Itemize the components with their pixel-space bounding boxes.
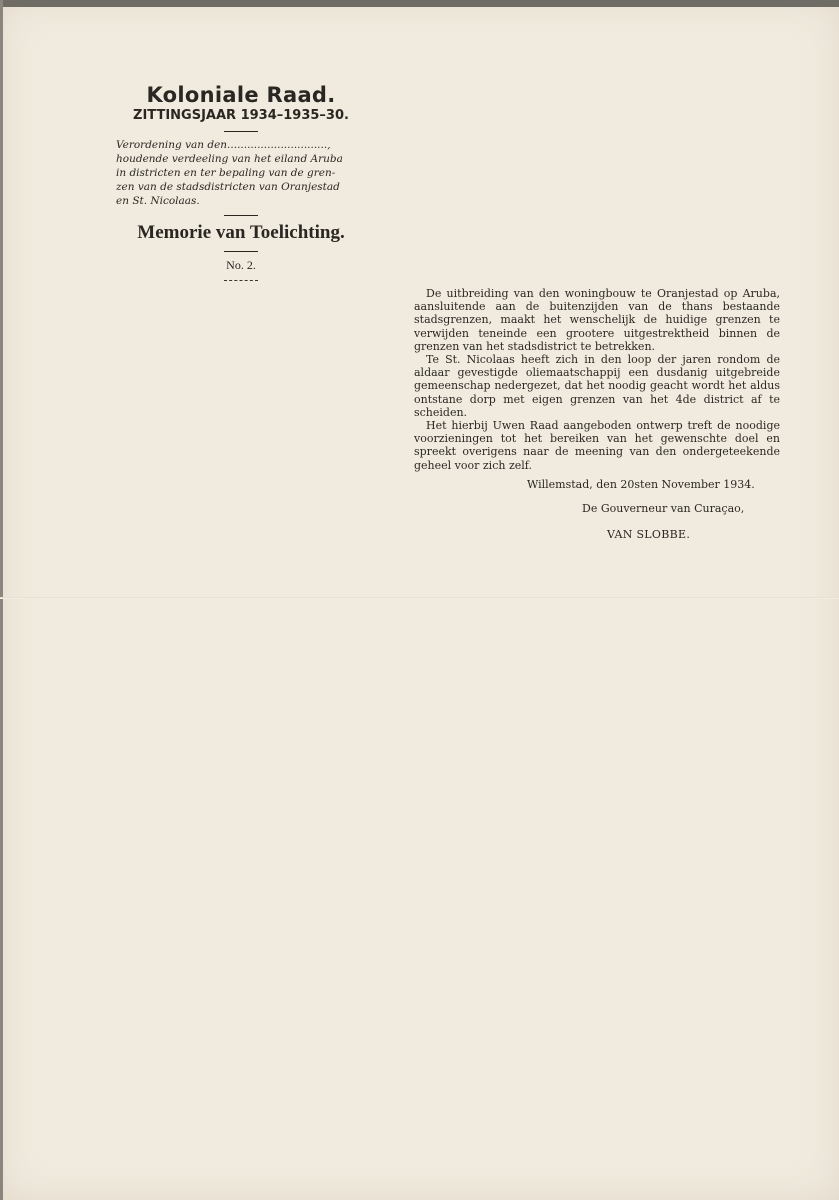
header-divider — [224, 251, 258, 252]
header-divider — [224, 215, 258, 216]
ordinance-description: Verordening van den.............................., houdende verdeeling van het eiland Aruba in districten en ter bepaling van de gren- zen van de stadsdistricten van Oranjestad en St. Nicolaas. — [116, 139, 343, 207]
header-dashes — [224, 280, 258, 281]
scan-left-border — [0, 0, 3, 1200]
paper-fold-line — [0, 597, 839, 599]
body-paragraph: Het hierbij Uwen Raad aangeboden ontwerp treft de noodige voorzieningen tot het bereiken van het gewenschte doel en spreekt overigens naar de meening van den ondergeteekende geheel voor zich zelf. — [414, 419, 780, 472]
scan-top-border — [0, 0, 839, 7]
signature-role: De Gouverneur van Curaçao, — [582, 502, 745, 515]
session-year: ZITTINGSJAAR 1934–1935–30. — [133, 108, 349, 123]
memo-title: Memorie van Toelichting. — [137, 222, 345, 243]
memo-body — [414, 287, 780, 472]
document-header — [110, 82, 372, 281]
document-number: No. 2. — [226, 258, 256, 272]
body-paragraph: Te St. Nicolaas heeft zich in den loop der jaren rondom de aldaar gevestigde oliemaatschappij een dusdanig uitgebreide gemeenschap nedergezet, dat het noodig geacht wordt het aldus ontstane dorp met eigen grenzen van het 4de district af te scheiden. — [414, 353, 780, 419]
body-paragraph: De uitbreiding van den woningbouw te Oranjestad op Aruba, aansluitende aan de buitenzijden van de thans bestaande stadsgrenzen, maakt het wenschelijk de huidige grenzen te verwijden teneinde een grootere uitgestrektheid binnen de grenzen van het stadsdistrict te betrekken. — [414, 287, 780, 353]
council-title: Koloniale Raad. — [146, 83, 336, 107]
signature-place-date: Willemstad, den 20sten November 1934. — [527, 478, 755, 491]
header-divider — [224, 131, 258, 132]
signature-name: VAN SLOBBE. — [607, 528, 691, 541]
